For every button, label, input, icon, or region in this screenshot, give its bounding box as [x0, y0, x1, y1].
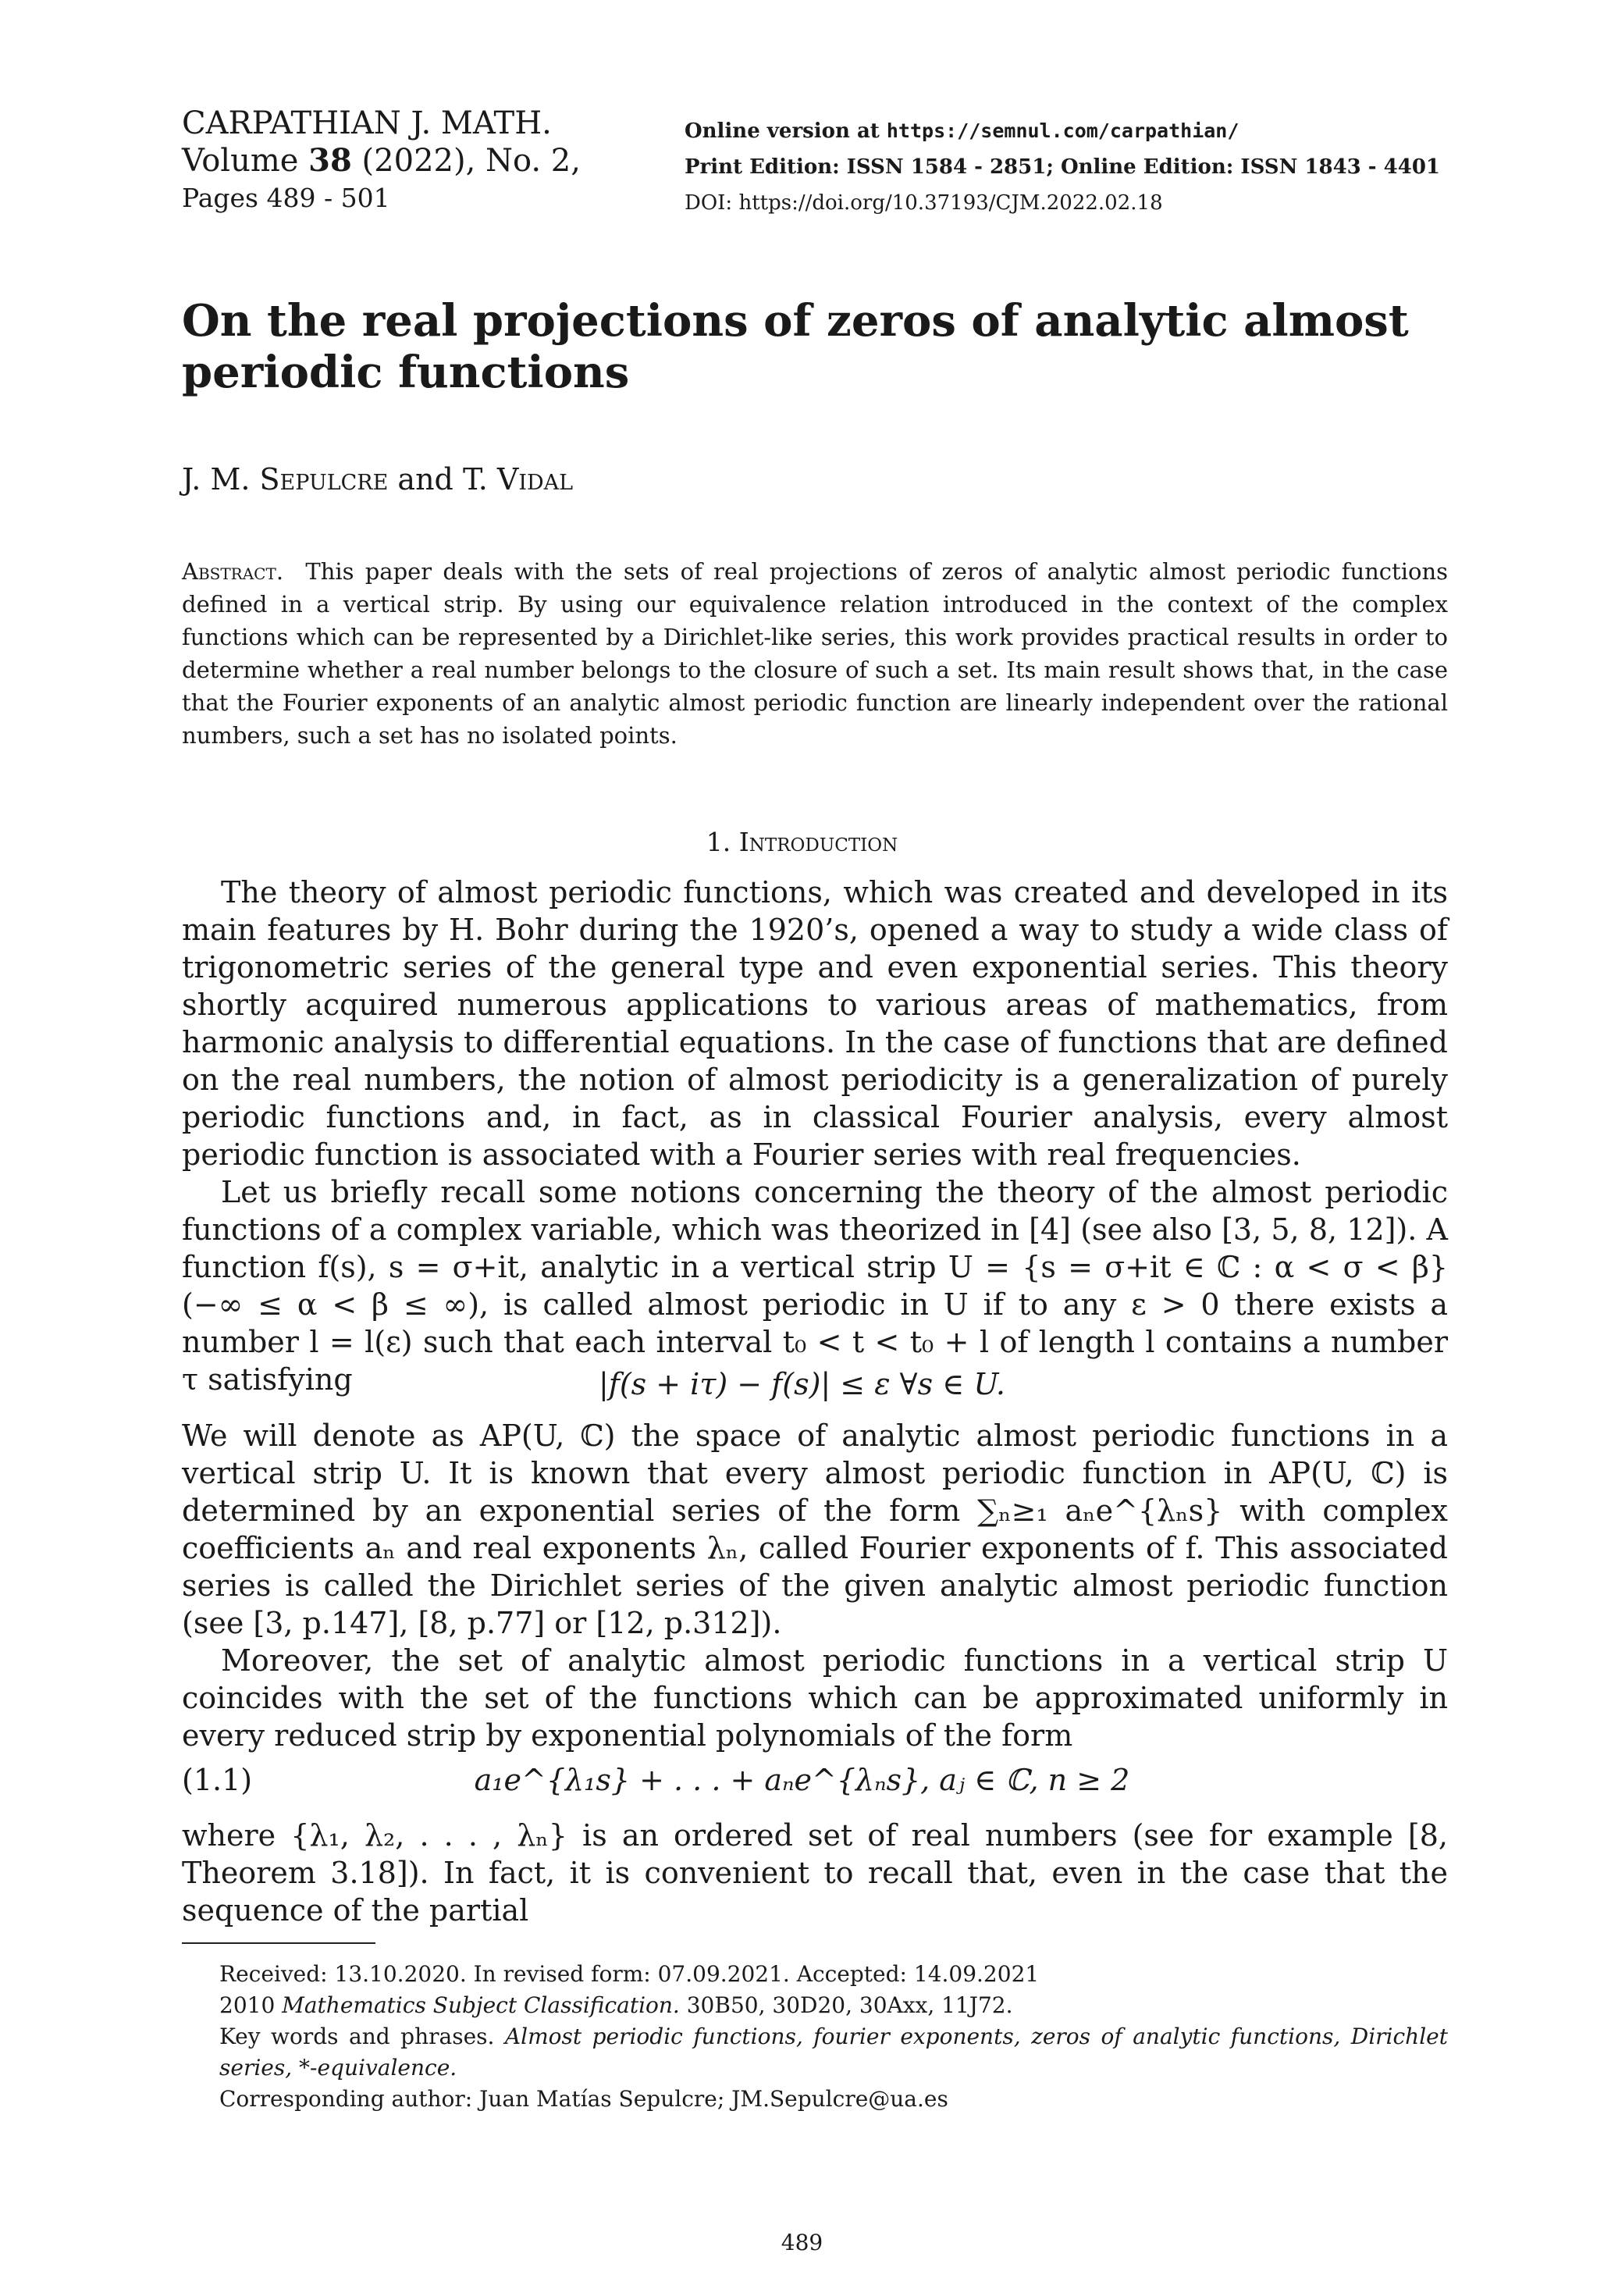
- journal-name: CARPATHIAN J. MATH.: [182, 105, 552, 141]
- journal-volume-line: Volume 38 (2022), No. 2,: [182, 142, 581, 179]
- equation-2: a₁e^{λ₁s} + . . . + aₙe^{λₙs}, aⱼ ∈ ℂ, n ≥ 2: [474, 1763, 1130, 1797]
- abstract-label: Abstract.: [182, 558, 284, 585]
- authors: J. M. Sepulcre and T. Vidal: [182, 462, 574, 497]
- online-url[interactable]: https://semnul.com/carpathian/: [886, 119, 1239, 142]
- journal-info: [182, 105, 581, 216]
- abstract: [182, 555, 1448, 752]
- section-heading: 1. Introduction: [706, 827, 898, 857]
- footnote-divider: [182, 1942, 375, 1944]
- edition-info: [685, 113, 1440, 221]
- journal-pages: Pages 489 - 501: [182, 183, 390, 213]
- footnote-corresponding: Corresponding author: Juan Matías Sepulcre; JM.Sepulcre@ua.es: [219, 2086, 948, 2112]
- footnote-received: Received: 13.10.2020. In revised form: 07.09.2021. Accepted: 14.09.2021: [219, 1961, 1040, 1987]
- paper-title: On the real projections of zeros of analytic almost periodic functions: [182, 295, 1409, 398]
- footnote-msc: 2010 Mathematics Subject Classification. 30B50, 30D20, 30Axx, 11J72.: [219, 1992, 1013, 2018]
- author-2-surname: Vidal: [496, 462, 574, 497]
- page-number: 489: [781, 2230, 823, 2255]
- paragraph-5: where {λ₁, λ₂, . . . , λₙ} is an ordered set of real numbers (see for example [8, Theorem 3.18]). In fact, it is convenient to recall that, even in the case that the sequence of the partial: [182, 1818, 1448, 1928]
- footnote-keywords: Key words and phrases. Almost periodic functions, fourier exponents, zeros of analytic functions, Dirichlet series, *-equivalence.: [219, 2024, 1448, 2081]
- paragraph-2: Let us briefly recall some notions concerning the theory of the almost periodic functions of a complex variable, which was theorized in [4] (see also [3, 5, 8, 12]). A function f(s), s = σ+it, analytic in a vertical strip U = {s = σ+it ∈ ℂ : α < σ < β} (−∞ ≤ α < β ≤ ∞), is called almost periodic in U if to any ε > 0 there exists a number l = l(ε) such that each interval t₀ < t < t₀ + l of length l contains a number τ satisfying: [182, 1175, 1448, 1397]
- paragraph-4: Moreover, the set of analytic almost periodic functions in a vertical strip U coincides with the set of the functions which can be approximated uniformly in every reduced strip by exponential polynomials of the form: [182, 1643, 1448, 1753]
- paragraph-1: The theory of almost periodic functions, which was created and developed in its main features by H. Bohr during the 1920’s, opened a way to study a wide class of trigonometric series of the general type and even exponential series. This theory shortly acquired numerous applications to various areas of mathematics, from harmonic analysis to differential equations. In the case of functions that are defined on the real numbers, the notion of almost periodicity is a generalization of purely periodic functions and, in fact, as in classical Fourier analysis, every almost periodic function is associated with a Fourier series with real frequencies.: [182, 875, 1448, 1172]
- print-edition: Print Edition: ISSN 1584 - 2851; Online Edition: ISSN 1843 - 4401: [685, 155, 1441, 179]
- abstract-text: This paper deals with the sets of real projections of zeros of analytic almost periodic functions defined in a vertical strip. By using our equivalence relation introduced in the context of the complex functions which can be represented by a Dirichlet-like series, this work provides practical results in order to determine whether a real number belongs to the closure of such a set. Its main result shows that, in the case that the Fourier exponents of an analytic almost periodic function are linearly independent over the rational numbers, such a set has no isolated points.: [182, 558, 1448, 749]
- equation-1: |f(s + iτ) − f(s)| ≤ ε ∀s ∈ U.: [598, 1367, 1005, 1401]
- author-1-surname: Sepulcre: [259, 462, 389, 497]
- paragraph-3: We will denote as AP(U, ℂ) the space of analytic almost periodic functions in a vertical strip U. It is known that every almost periodic function in AP(U, ℂ) is determined by an exponential series of the form ∑ₙ≥₁ aₙe^{λₙs} with complex coefficients aₙ and real exponents λₙ, called Fourier exponents of f. This associated series is called the Dirichlet series of the given analytic almost periodic function (see [3, p.147], [8, p.77] or [12, p.312]).: [182, 1419, 1448, 1640]
- equation-number: (1.1): [182, 1763, 253, 1797]
- doi[interactable]: DOI: https://doi.org/10.37193/CJM.2022.02.18: [685, 191, 1163, 215]
- footnotes: [182, 1959, 1448, 2115]
- online-version: Online version at https://semnul.com/carpathian/: [685, 119, 1239, 143]
